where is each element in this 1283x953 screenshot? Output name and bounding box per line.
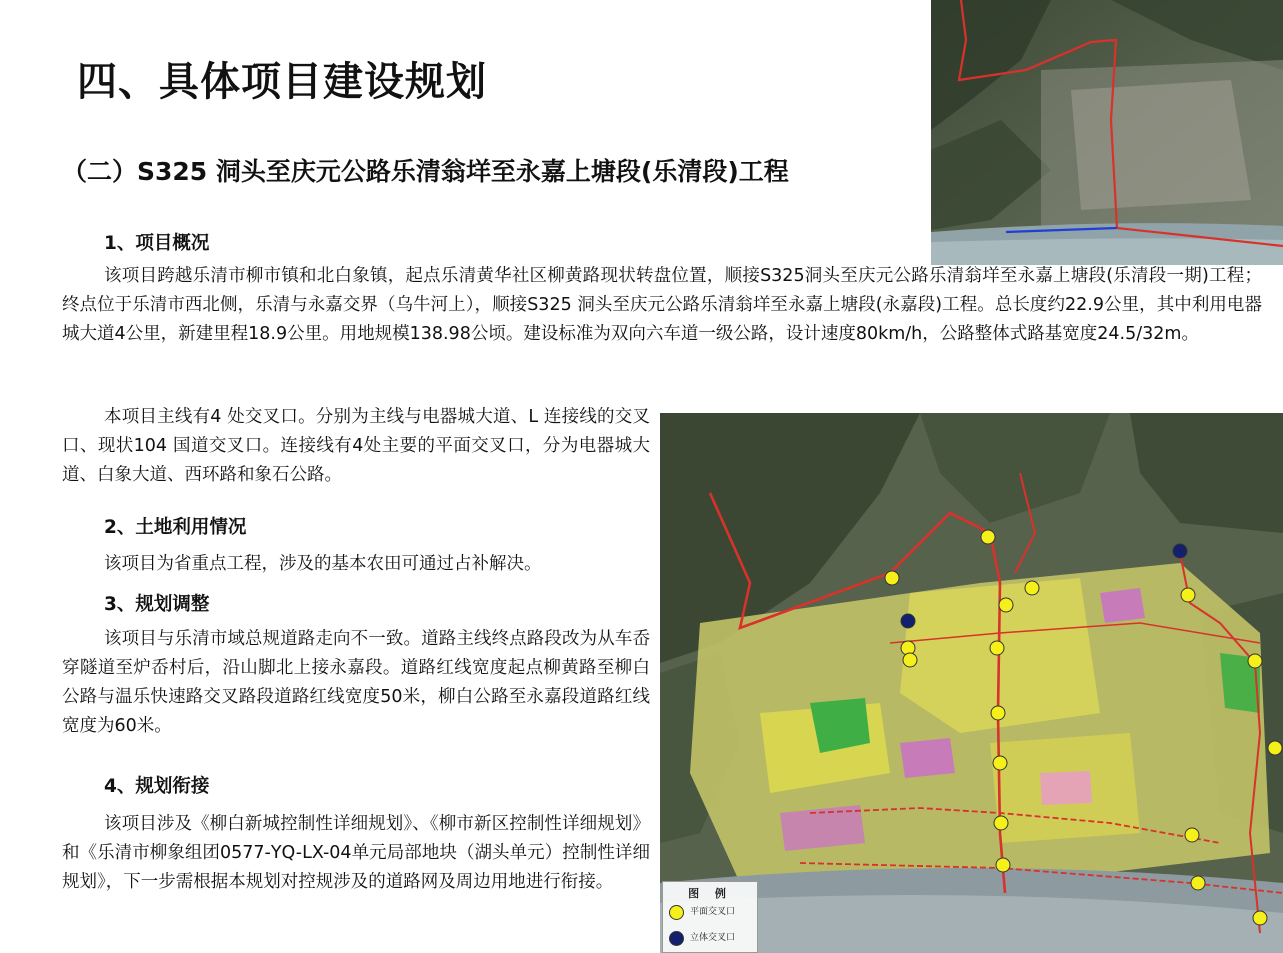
section-heading-overview: 1、项目概况 — [104, 233, 210, 254]
legend-label-at-grade: 平面交叉口 — [690, 907, 736, 917]
section-heading-land-use: 2、土地利用情况 — [104, 517, 247, 538]
section-heading-plan-linkage: 4、规划衔接 — [104, 776, 210, 797]
page-title: 四、具体项目建设规划 — [77, 59, 487, 105]
legend-title: 图 例 — [688, 887, 732, 900]
plan-linkage-paragraph: 该项目涉及《柳白新城控制性详细规划》、《柳市新区控制性详细规划》和《乐清市柳象组团0577-YQ-LX-04单元局部地块（湖头单元）控制性详细规划》，下一步需根据本规划对控规涉及的道路网及周边用地进行衔接。 — [62, 814, 650, 892]
section-heading-plan-adjustment: 3、规划调整 — [104, 594, 210, 615]
navy-circle-icon — [669, 931, 684, 946]
legend-label-grade-separated: 立体交叉口 — [690, 933, 736, 943]
yellow-circle-icon — [669, 905, 684, 920]
map-legend — [662, 881, 758, 953]
satellite-map-top-graphic — [931, 0, 1283, 265]
legend-item-grade-separated — [669, 930, 735, 946]
page-subtitle: （二）S325 洞头至庆元公路乐清翁垟至永嘉上塘段(乐清段)工程 — [62, 157, 789, 186]
planning-map-graphic — [660, 413, 1283, 953]
planning-map — [660, 413, 1283, 953]
overview-paragraph-1: 该项目跨越乐清市柳市镇和北白象镇，起点乐清黄华社区柳黄路现状转盘位置，顺接S325洞头至庆元公路乐清翁垟至永嘉上塘段(乐清段一期)工程；终点位于乐清市西北侧，乐清与永嘉交界（乌牛河上），顺接S325 洞头至庆元公路乐清翁垟至永嘉上塘段(永嘉段)工程。总长度约22.9公里，其中利用电器城大道4公里，新建里程18.9公里。用地规模138.98公顷。建设标准为双向六车道一级公路，设计速度80km/h，公路整体式路基宽度24.5/32m。 — [62, 266, 1262, 344]
plan-adjustment-paragraph: 该项目与乐清市域总规道路走向不一致。道路主线终点路段改为从车岙穿隧道至炉岙村后，沿山脚北上接永嘉段。道路红线宽度起点柳黄路至柳白公路与温乐快速路交叉路段道路红线宽度50米，柳白公路至永嘉段道路红线宽度为60米。 — [62, 629, 650, 736]
overview-paragraph-2: 本项目主线有4 处交叉口。分别为主线与电器城大道、L 连接线的交叉口、现状104 国道交叉口。连接线有4处主要的平面交叉口，分为电器城大道、白象大道、西环路和象石公路。 — [62, 407, 650, 485]
land-use-paragraph: 该项目为省重点工程，涉及的基本农田可通过占补解决。 — [104, 554, 542, 574]
satellite-map-top — [931, 0, 1283, 265]
legend-item-at-grade — [669, 904, 735, 920]
